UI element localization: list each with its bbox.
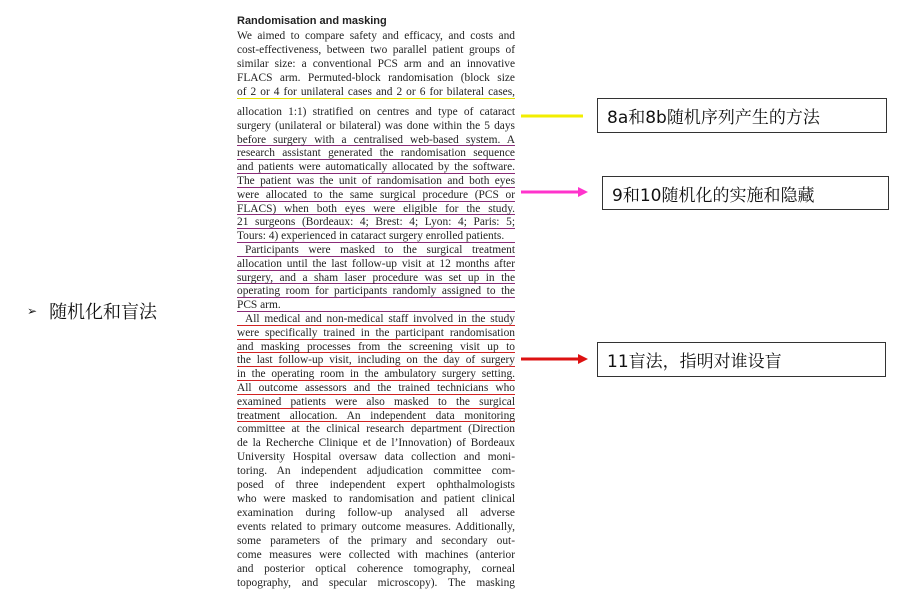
text-line: de la Recherche Clinique et de l’Innovation) of Bordeaux — [237, 437, 515, 450]
text-line: events related to primary outcome measures. Additionally, — [237, 521, 515, 534]
text-line: who were masked to randomisation and patient clinical — [237, 493, 515, 506]
text-line: surgery, and a sham laser procedure was set up in the — [237, 271, 515, 284]
annotation-box-masking — [597, 342, 886, 377]
text-line: All medical and non-medical staff involved in the study — [237, 312, 515, 326]
text-line: We aimed to compare safety and efficacy, and costs and — [237, 30, 515, 42]
text-line: and posterior optical coherence tomography, corneal — [237, 563, 515, 576]
text-line: FLACS) when both eyes were eligible for the study. — [237, 202, 515, 215]
text-line: FLACS arm. Permuted-block randomisation (block size — [237, 72, 515, 84]
text-line: research assistant generated the randomisation sequence — [237, 147, 515, 160]
annotation-box-allocation — [602, 176, 889, 210]
text-line: examined patients were also masked to the surgical — [237, 395, 515, 408]
text-line: 21 surgeons (Bordeaux: 4; Brest: 4; Lyon: 4; Paris: 5; — [237, 216, 515, 229]
text-line: come measures were collected with machines (anterior — [237, 549, 515, 562]
text-line: Tours: 4) experienced in cataract surgery enrolled patients. — [237, 229, 515, 243]
text-line: were specifically trained in the participant randomisation — [237, 326, 515, 339]
article-heading: Randomisation and masking — [237, 15, 387, 27]
text-line: operating room for participants randomly assigned to the — [237, 285, 515, 298]
text-line: cost-effectiveness, between two parallel patient groups of — [237, 44, 515, 56]
text-line: the last follow-up visit, including on the day of surgery — [237, 354, 515, 367]
text-line: in the operating room in the ambulatory surgery setting. — [237, 368, 515, 381]
annotation-text: 8a和8b随机序列产生的方法 — [607, 108, 820, 128]
text-line: topography, and specular microscopy). The masking — [237, 577, 515, 590]
text-line: treatment allocation. An independent data monitoring — [237, 409, 515, 422]
text-line: before surgery with a centralised web-based system. A — [237, 133, 515, 146]
bullet-text: 随机化和盲法 — [49, 302, 158, 323]
annotation-text: 11盲法，指明对谁设盲 — [607, 352, 782, 372]
text-line: similar size: a conventional PCS arm and an innovative — [237, 58, 515, 70]
text-line: Participants were masked to the surgical treatment — [237, 243, 515, 257]
text-line: PCS arm. — [237, 298, 515, 312]
text-line: and patients were automatically allocated by the software. — [237, 161, 515, 174]
text-line: allocation until the last follow-up visit at 12 months after — [237, 257, 515, 270]
text-line: posed of three independent expert ophthalmologists — [237, 479, 515, 492]
text-line: allocation 1:1) stratified on centres and type of cataract — [237, 105, 515, 118]
text-line: The patient was the unit of randomisation and both eyes — [237, 174, 515, 187]
annotation-box-randomisation — [597, 98, 887, 133]
red-arrowhead-icon — [578, 354, 588, 364]
magenta-arrowhead-icon — [578, 187, 588, 197]
text-line: of 2 or 4 for unilateral cases and 2 or 6 for bilateral cases, — [237, 86, 515, 98]
text-line: examination during follow-up analysed all adverse — [237, 507, 515, 520]
text-line: toring. An independent adjudication committee com- — [237, 465, 515, 478]
text-line: some parameters of the primary and secondary out- — [237, 535, 515, 548]
text-line: and masking processes from the screening visit up to — [237, 340, 515, 353]
annotation-text: 9和10随机化的实施和隐藏 — [612, 185, 815, 206]
text-line: surgery (unilateral or bilateral) was done within the 5 days — [237, 119, 515, 132]
text-line: committee at the clinical research department (Direction — [237, 423, 515, 436]
text-line: University Hospital oversaw data collection and moni- — [237, 451, 515, 464]
bullet-arrow-icon: ➢ — [27, 304, 38, 318]
text-line: were allocated to the same surgical procedure (PCS or — [237, 188, 515, 201]
text-line: All outcome assessors and the trained technicians who — [237, 381, 515, 394]
